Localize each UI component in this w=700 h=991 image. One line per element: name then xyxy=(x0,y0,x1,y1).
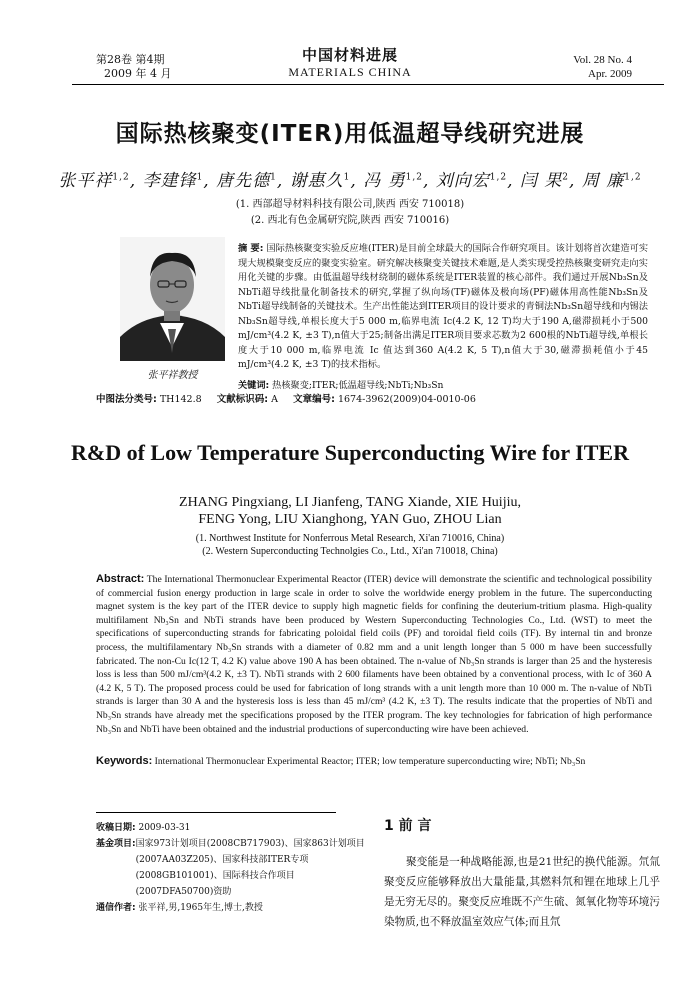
author-cn: 周 廉$^{1,2}$ xyxy=(581,171,642,191)
affiliation-cn-1: (1. 西部超导材料科技有限公司,陕西 西安 710018) xyxy=(235,199,465,210)
keywords-cn-text: 热核聚变;ITER;低温超导线;NbTi;Nb₃Sn xyxy=(272,380,444,391)
authors-en-line2: FENG Yong, LIU Xianghong, YAN Guo, ZHOU Lian xyxy=(198,512,502,527)
authors-en-line1: ZHANG Pingxiang, LI Jianfeng, TANG Xiande, XIE Huijiu, xyxy=(179,495,521,510)
abstract-cn-text: 国际热核聚变实验反应堆(ITER)是目前全球最大的国际合作研究项目。该计划将首次建造可实现大规模聚变反应的聚变实验室。研究解决核聚变关键技术难题,是人类实现受控热核聚变研究走向实用化关键的步骤。由低温超导线材绕制的磁体系统是ITER装置的核心部件。我们通过开展Nb₃Sn及NbTi超导线批量化制备技术的研究,掌握了纵向场(TF)磁体及极向场(PF)磁体用高性能Nb₃Sn及NbTi超导线制备的关键技术。生产出性能达到ITER项目的设计要求的青铜法Nb₃Sn超导线和内锡法Nb₃Sn超导线,单根长度大于5 000 m,临界电流 Ic(4.2 K, 12 T)均大于190 A,磁滞损耗小于500 mJ/cm³(4.2 K, ±3 T),n值大于25;制备出满足ITER项目要求芯数为2 600根的NbTi超导线,单根长度大于10 000 m,临界电流 Ic 值达到360 A(4.2 K, 5 T),n值大于30,磁滞损耗值小于45 mJ/cm³(4.2 K, ±3 T)的技术指标。 xyxy=(238,243,649,370)
author-cn: 闫 果$^2$ xyxy=(519,171,570,191)
author-cn: 张平祥$^{1,2}$ xyxy=(58,171,130,191)
article-number-label: 文章编号: xyxy=(293,394,335,405)
classification-line xyxy=(96,391,656,405)
footnote xyxy=(96,820,366,916)
author-cn: 唐先德$^1$ xyxy=(216,171,277,191)
keywords-en-label: Keywords: xyxy=(96,755,153,767)
intro-paragraph xyxy=(384,852,660,932)
keywords-en-text: International Thermonuclear Experimental Reactor; ITER; low temperature superconducting wire; NbTi; Nb₃Sn xyxy=(154,756,586,767)
received-date: 收稿日期: 2009-03-31 xyxy=(96,823,191,833)
footnote-rule xyxy=(96,812,336,813)
affiliation-en-1: (1. Northwest Institute for Nonferrous Metal Research, Xi'an 710016, China) xyxy=(195,533,505,544)
journal-cn: 中国材料进展 xyxy=(301,46,398,64)
author-cn: 谢惠久$^1$ xyxy=(289,171,351,191)
title-cn: 国际热核聚变(ITER)用低温超导线研究进展 xyxy=(115,121,585,147)
keywords-cn xyxy=(238,377,648,391)
date-en: Apr. 2009 xyxy=(588,68,632,80)
volume-cn: 第28卷 第4期 xyxy=(96,53,165,66)
doc-code-value: A xyxy=(271,394,278,405)
abstract-en-text: The International Thermonuclear Experimental Reactor (ITER) device will demonstrate the scientific and technological possibility of commercial fusion energy production in large scale in order to solve the worldwide energy problem in the future. The superconducting magnet system is the key part of the ITER device to supply high magnetic fields for confining the deuterium-tritium plasma. High-quality multifilament Nb₃Sn and NbTi strands have been produced by Western Superconducting Technologies Co., Ltd. (WST) to meet the specifications of superconducting strands for fabricating poloidal field coils (PF) and toroidal field coils (TF). By internal tin and bronze process, the multifilamentary Nb₃Sn strands with a diameter of 0.82 mm and a unit length longer than 5 000 m have been successfully fabricated. The non-Cu Ic(12 T, 4.2 K) value above 190 A has been obtained. The n-value of Nb₃Sn strands is larger than 25 and the hysteresis loss is less than 500 mJ/cm³(4.2 K, ±3 T). NbTi strands with 2 600 filaments have been obtained by a conventional process, with Ic of 360 A (4.2 K, 5 T). The proposed process could be used for fabrication of long strands with a unit length more than 10 000 m. The n-value of NbTi strands is larger than 30 A and the hysteresis loss is less than 45 mJ/cm³ (4.2 K, ±3 T). The results indicate that the properties of NbTi and Nb₃Sn strands have already met the specifications proposed by the ITER program. The key technologies for fabrication of high performance Nb₃Sn and NbTi have been obtained and the industrial productions of superconducting wire have been achieved. xyxy=(96,574,652,735)
affiliation-en-2: (2. Western Superconducting Technolgies Co., Ltd., Xi'an 710018, China) xyxy=(202,546,498,557)
header-volume-cn xyxy=(96,53,171,81)
affiliations-en xyxy=(0,532,700,558)
intro-text: 聚变能是一种战略能源,也是21世纪的换代能源。氘氚聚变反应能够释放出大量能量,其燃料氘和锂在地球上几乎是无穷无尽的。聚变反应堆既不产生硫、氮氧化物等环境污染物质,也不释放温室效应气体;而且氘 xyxy=(384,856,660,928)
abstract-cn-label: 摘 要: xyxy=(238,243,264,254)
authors-en xyxy=(0,494,700,528)
keywords-cn-label: 关键词: xyxy=(238,380,270,391)
doc-code-label: 文献标识码: xyxy=(216,394,269,405)
clc-label: 中图法分类号: xyxy=(96,394,157,405)
author-cn: 李建锋$^1$ xyxy=(142,171,204,191)
article-number-value: 1674-3962(2009)04-0010-06 xyxy=(337,394,476,405)
volume-en: Vol. 28 No. 4 xyxy=(573,54,632,66)
abstract-en xyxy=(96,573,652,736)
photo-caption: 张平祥教授 xyxy=(147,370,198,381)
author-cn: 刘向宏$^{1,2}$ xyxy=(435,171,508,191)
abstract-en-label: Abstract: xyxy=(96,573,145,585)
header-rule xyxy=(72,84,664,85)
affiliation-cn-2: (2. 西北有色金属研究院,陕西 西安 710016) xyxy=(250,215,450,226)
header-volume-en xyxy=(573,53,632,81)
fund-info: 基金项目: 国家973计划项目(2008CB717903)、国家863计划项目(2007AA03Z205)、国家科技部ITER专项(2008GB101001)、国际科技合作项目(2007DFA50700)资助 xyxy=(96,839,365,897)
author-cn: 冯 勇$^{1,2}$ xyxy=(363,171,423,191)
clc-value: TH142.8 xyxy=(159,394,202,405)
title-en: R&D of Low Temperature Superconducting Wire for ITER xyxy=(71,440,629,465)
date-cn: 2009 年 4 月 xyxy=(104,67,172,80)
portrait-image xyxy=(120,237,225,361)
abstract-cn xyxy=(238,242,648,373)
keywords-en xyxy=(96,755,652,768)
section-heading: 1 前 言 xyxy=(384,818,432,834)
journal-name xyxy=(250,44,450,80)
author-photo xyxy=(120,237,225,361)
journal-en: MATERIALS CHINA xyxy=(288,65,412,79)
authors-cn: 张平祥$^{1,2}$, 李建锋$^1$, 唐先德$^1$, 谢惠久$^1$, 冯 勇$^{1,2}$, 刘向宏$^{1,2}$, 闫 果$^2$, 周 廉$^{1,2}$ xyxy=(58,171,642,191)
corresponding-author: 通信作者: 张平祥,男,1965年生,博士,教授 xyxy=(96,903,263,913)
